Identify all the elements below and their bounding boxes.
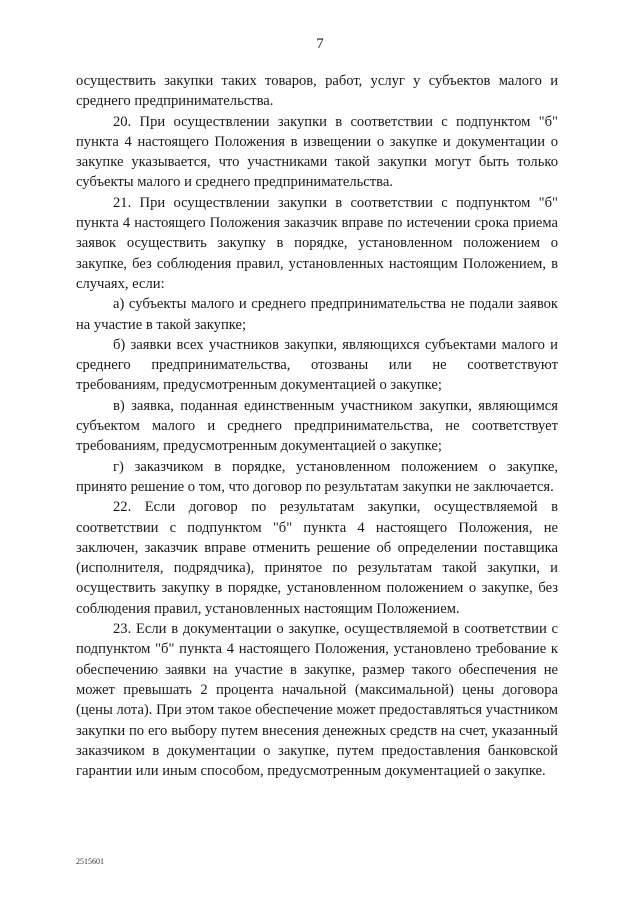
paragraph-item-21: 21. При осуществлении закупки в соответствии с подпунктом "б" пункта 4 настоящего Положения заказчик вправе по истечении срока приема заявок осуществить закупку в порядке, установленном положением о закупке, без соблюдения правил, установленных настоящим Положением, в случаях, если: (76, 194, 558, 292)
document-code: 2515601 (76, 857, 104, 866)
paragraph-item-20: 20. При осуществлении закупки в соответствии с подпунктом "б" пункта 4 настоящего Положения в извещении о закупке и документации о закупке указывается, что участниками такой закупки могут быть только субъекты малого и среднего предпринимательства. (76, 113, 558, 191)
document-body (76, 71, 558, 781)
page-number: 7 (316, 36, 324, 52)
paragraph-subitem-a: а) субъекты малого и среднего предпринимательства не подали заявок на участие в такой закупке; (76, 296, 558, 333)
paragraph-subitem-v: в) заявка, поданная единственным участником закупки, являющимся субъектом малого и среднего предпринимательства, не соответствует требованиям, предусмотренным документацией о закупке; (76, 397, 558, 455)
paragraph-item-23: 23. Если в документации о закупке, осуществляемой в соответствии с подпунктом "б" пункта 4 настоящего Положения, установлено требование к обеспечению заявки на участие в закупке, размер такого обеспечения не может превышать 2 процента начальной (максимальной) цены договора (цены лота). При этом такое обеспечение может предоставляться участником закупки по его выбору путем внесения денежных средств на счет, указанный заказчиком в документации о закупке, путем предоставления банковской гарантии или иным способом, предусмотренным документацией о закупке. (76, 621, 558, 780)
paragraph-item-22: 22. Если договор по результатам закупки, осуществляемой в соответствии с подпунктом "б" пункта 4 настоящего Положения, не заключен, заказчик вправе отменить решение об определении поставщика (исполнителя, подрядчика), принятое по результатам такой закупки, и осуществить закупку в порядке, установленном положением о закупке, без соблюдения правил, установленных настоящим Положением. (76, 499, 558, 617)
paragraph-subitem-b: б) заявки всех участников закупки, являющихся субъектами малого и среднего предпринимательства, отозваны или не соответствуют требованиям, предусмотренным документацией о закупке; (76, 336, 558, 394)
paragraph-continuation: осуществить закупки таких товаров, работ, услуг у субъектов малого и среднего предпринимательства. (76, 73, 558, 110)
paragraph-subitem-g: г) заказчиком в порядке, установленном положением о закупке, принято решение о том, что договор по результатам закупки не заключается. (76, 458, 558, 495)
